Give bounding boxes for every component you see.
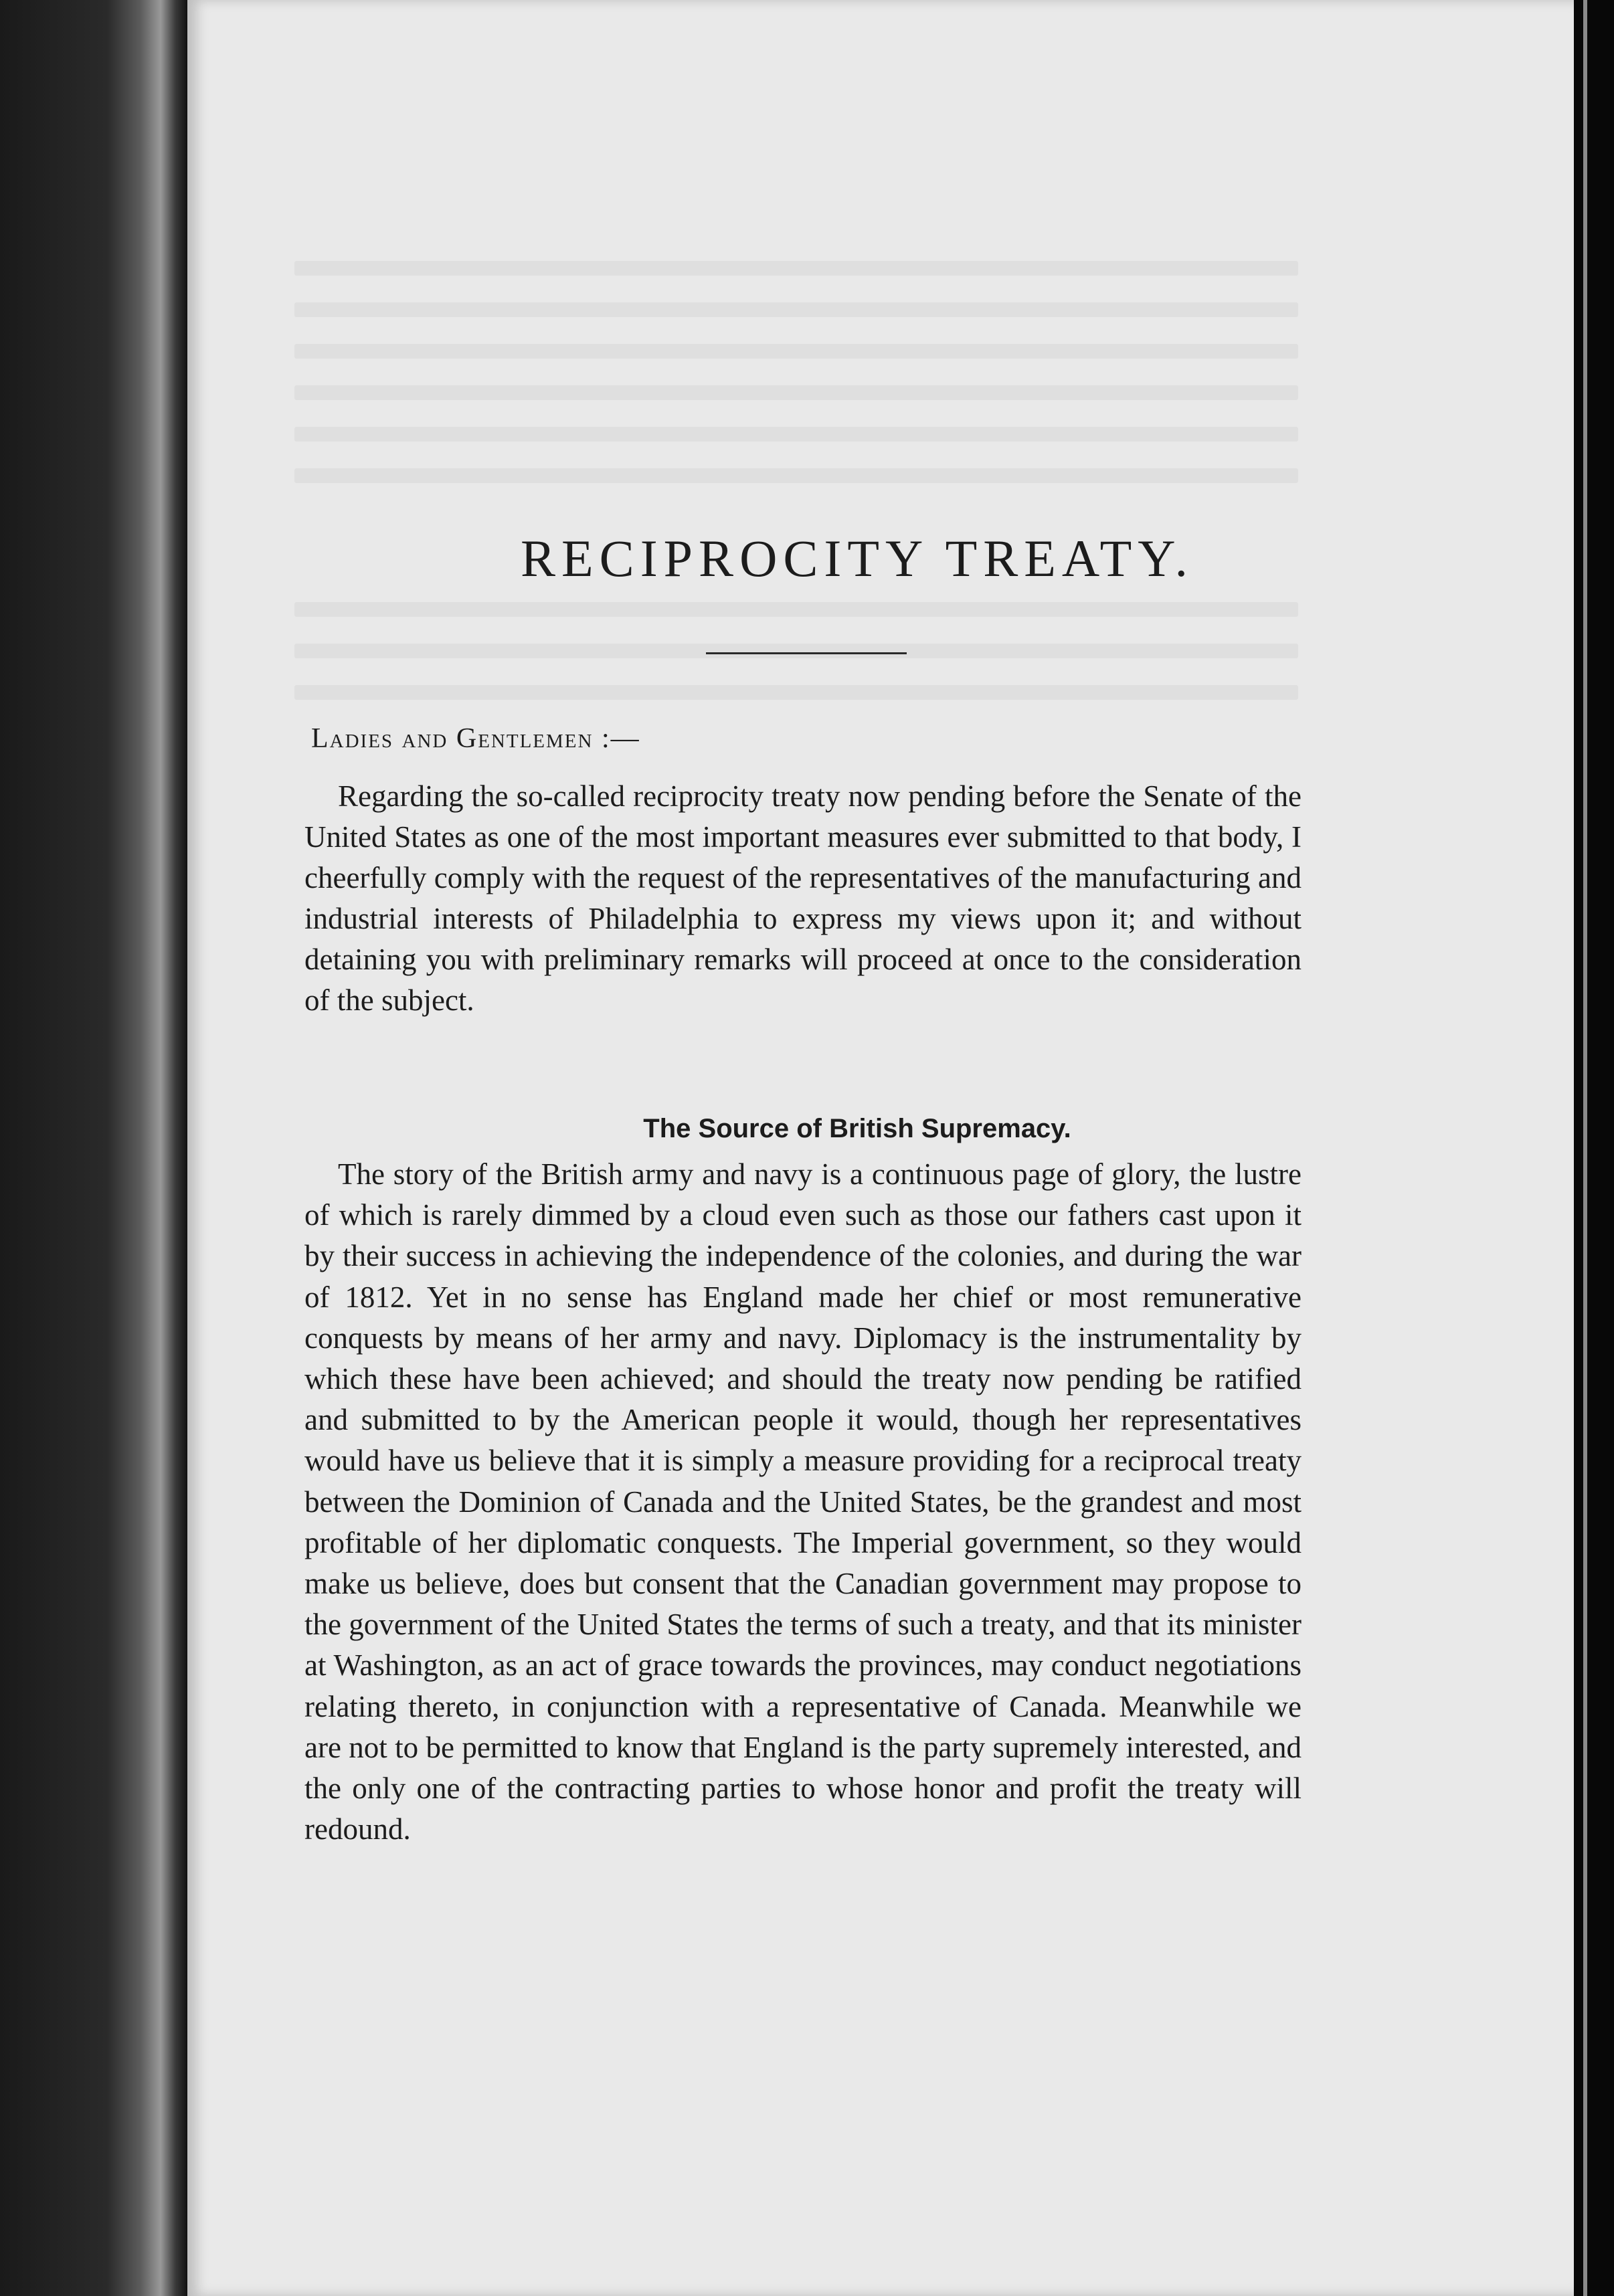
section-paragraph: The story of the British army and navy is a continuous page of glory, the lustre of which is rarely dimmed by a cloud even such as those our fathers cast upon it by their success in achieving the independence of the colonies, and during the war of 1812. Yet in no sense has England made her chief or most remunerative conquests by means of her army and navy. Diplomacy is the instrumentality by which these have been achieved; and should the treaty now pending be ratified and submitted to by the American people it would, though her representatives would have us believe that it is simply a measure providing for a reciprocal treaty between the Dominion of Canada and the United States, be the grandest and most profitable of her diplomatic conquests. The Imperial government, so they would make us believe, does but consent that the Canadian government may propose to the government of the United States the terms of such a treaty, and that its minister at Washington, as an act of grace towards the provinces, may conduct negotiations relating thereto, in conjunction with a representative of Canada. Meanwhile we are not to be permitted to know that England is the party supremely interested, and the only one of the contracting parties to whose honor and profit the treaty will redound. [304, 1157, 1302, 1846]
book-spine-shadow [0, 0, 187, 2296]
salutation: Ladies and Gentlemen :— [311, 723, 640, 754]
opening-paragraph: Regarding the so-called reciprocity treaty now pending before the Senate of the United States as one of the most important measures ever submitted to that body, I cheerfully comply with the request of the representatives of the manufacturing and industrial interests of Philadelphia to express my views upon it; and without detaining you with preliminary remarks will proceed at once to the consideration of the subject. [304, 779, 1302, 1017]
title-rule [706, 652, 907, 654]
show-through-line [294, 261, 1298, 276]
right-scan-edge-line [1583, 0, 1587, 2296]
show-through-line [294, 427, 1298, 442]
section-heading: The Source of British Supremacy. [643, 1114, 1071, 1143]
document-title: RECIPROCITY TREATY. [521, 529, 1194, 587]
show-through-line [294, 385, 1298, 400]
show-through-line [294, 644, 1298, 658]
show-through-line [294, 602, 1298, 617]
show-through-line [294, 468, 1298, 483]
show-through-line [294, 302, 1298, 317]
right-scan-border [1574, 0, 1614, 2296]
show-through-line [294, 344, 1298, 359]
show-through-line [294, 685, 1298, 700]
